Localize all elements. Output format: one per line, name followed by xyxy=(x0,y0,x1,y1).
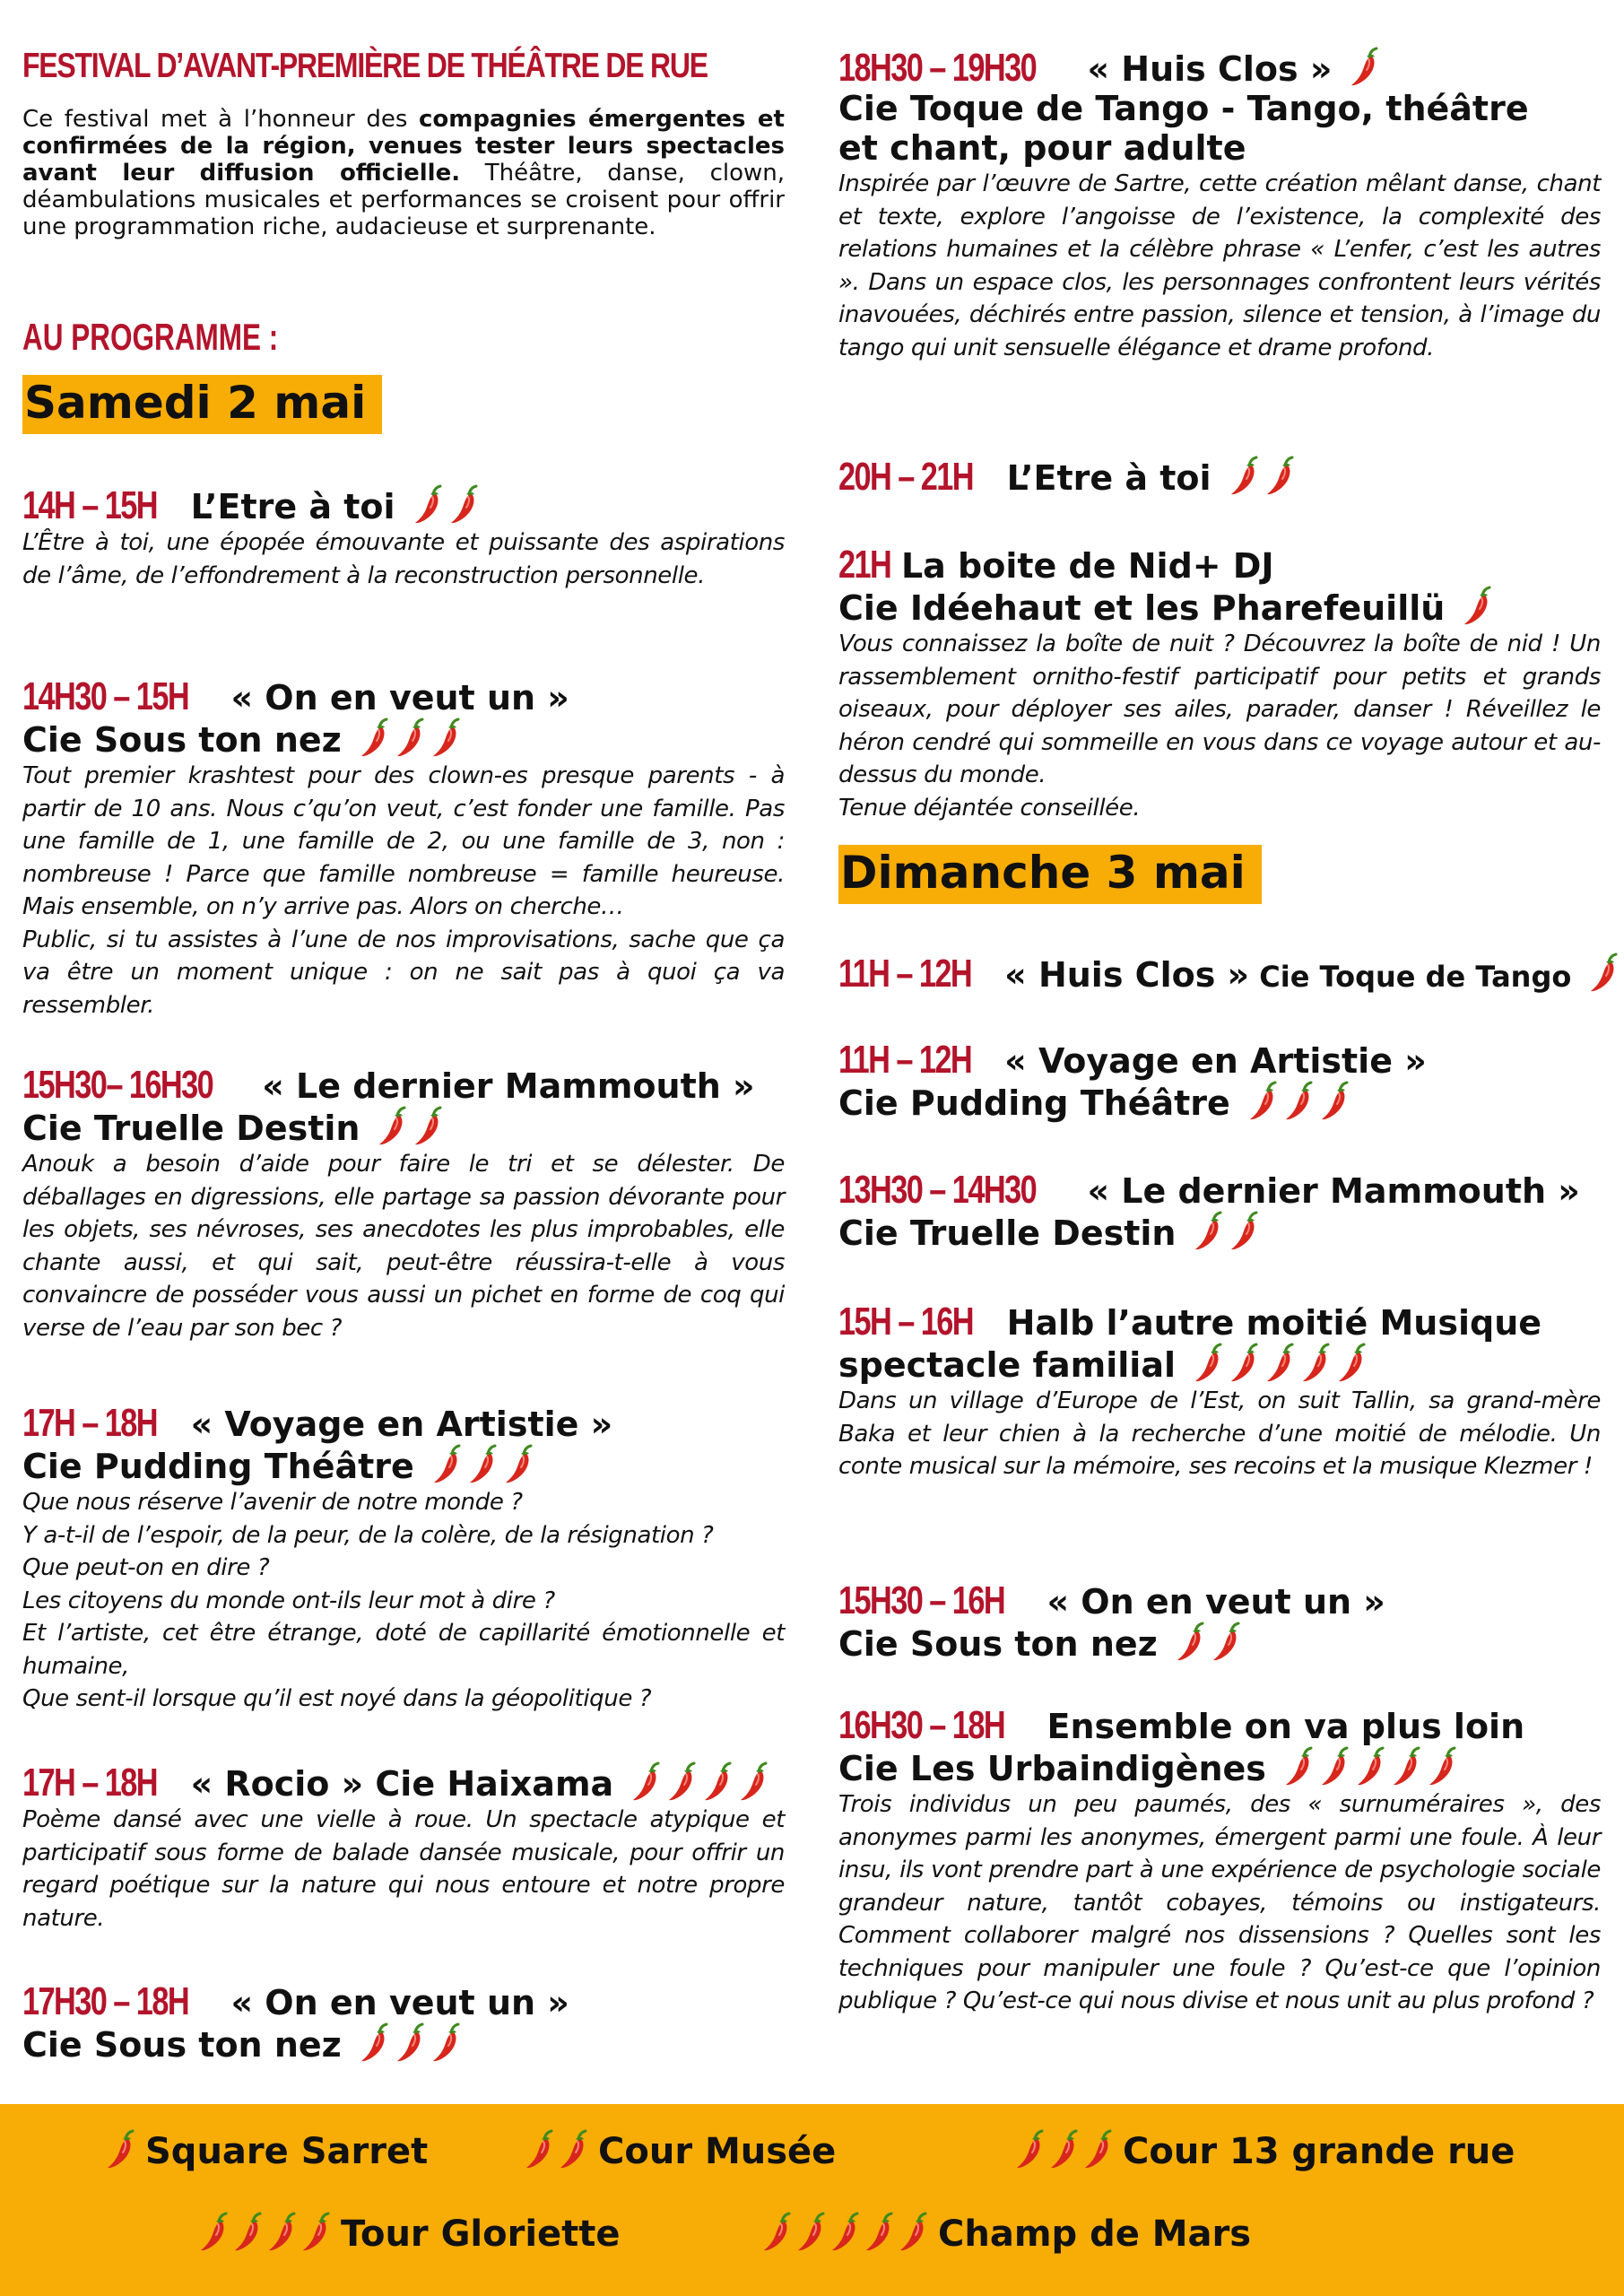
event-time-wrap xyxy=(22,1979,219,2023)
event xyxy=(22,674,785,1022)
chili-rating xyxy=(1344,47,1380,89)
chili-pepper-icon xyxy=(1248,1081,1279,1122)
event-company xyxy=(22,1444,785,1486)
chili-pepper-icon xyxy=(631,1761,662,1803)
event xyxy=(838,456,1601,498)
chili-pepper-icon xyxy=(199,2212,230,2253)
legend-item xyxy=(762,2212,1251,2255)
day-sunday: Dimanche 3 mai xyxy=(838,845,1262,904)
chili-pepper-icon xyxy=(1337,1343,1368,1384)
event-company-name: Cie Idéehaut et les Pharefeuillü xyxy=(838,588,1446,628)
event-time: 18H30 – 19H30 xyxy=(838,46,1037,90)
event-time-wrap xyxy=(838,1578,1035,1622)
venue-name: Cour 13 grande rue xyxy=(1123,2131,1515,2172)
intro-text-end: Théâtre, danse, clown, déambulations musicales et performances se croisent pour offrir une programmation riche, audacieuse et surprenante. xyxy=(22,160,786,240)
event-time-wrap xyxy=(22,1763,178,1804)
chili-pepper-icon xyxy=(864,2212,895,2253)
legend-item xyxy=(106,2129,428,2172)
event-title: « On en veut un » xyxy=(1046,1582,1385,1622)
event xyxy=(838,1703,1601,2018)
event xyxy=(838,47,1601,364)
event-time-wrap xyxy=(22,1401,178,1445)
description-paragraph: Tout premier krashtest pour des clown-es presque parents - à partir de 10 ans. Nous c’qu’on veut, c’est fonder une famille. Pas une famille de 1, une famille de 2, ou une famille de 3, non : nombreuse ! Parce que famille nombreuse = famille heureuse. Mais ensemble, on n’y arrive pas. Alors on cherche… xyxy=(22,762,785,920)
event-time: 20H – 21H xyxy=(838,455,974,499)
event-title: « Huis Clos » xyxy=(1087,49,1333,89)
event-description xyxy=(22,1148,785,1344)
chili-pepper-icon xyxy=(1392,1746,1422,1787)
chili-pepper-icon xyxy=(899,2212,929,2253)
chili-rating xyxy=(408,484,480,526)
event xyxy=(22,1761,785,1935)
event-company-name: Cie Pudding Théâtre xyxy=(22,1447,414,1486)
chili-pepper-icon xyxy=(762,2212,793,2253)
event-time-wrap xyxy=(838,954,993,995)
chili-pepper-icon xyxy=(378,1106,408,1147)
event-time: 21H xyxy=(838,543,891,587)
chili-rating xyxy=(1279,1746,1458,1788)
event-company-name: Cie Les Urbaindigènes xyxy=(838,1749,1266,1788)
description-paragraph: Trois individus un peu paumés, des « surnuméraires », des anonymes parmi les anonymes, émergent parmi une foule. À leur insu, ils vont prendre part à une expérience de psychologie sociale grandeur nature, tantôt cobayes, témoins ou instigateurs. Comment collaborer malgré nos dissensions ? Quelles sont les techniques pour manipuler une foule ? Qu’est-ce que l’opinion publique ? Qu’est-ce qui nous divise et nous unit au plus profond ? xyxy=(838,1791,1601,2014)
event-description xyxy=(838,628,1601,824)
chili-pepper-icon xyxy=(525,2129,555,2170)
event-company xyxy=(838,1081,1601,1123)
event-time: 17H – 18H xyxy=(22,1761,158,1805)
event-title: « Le dernier Mammouth » xyxy=(1087,1171,1580,1211)
chili-pepper-icon xyxy=(468,1444,499,1485)
chili-pepper-icon xyxy=(830,2212,861,2253)
chili-rating xyxy=(1224,456,1296,498)
event-company-name: Cie Toque de Tango - Tango, théâtre xyxy=(838,89,1529,128)
event-company-name: Cie Pudding Théâtre xyxy=(838,1083,1230,1123)
chili-pepper-icon xyxy=(267,2212,298,2253)
venue-name: Tour Gloriette xyxy=(341,2213,621,2255)
event xyxy=(22,1065,785,1344)
chili-pepper-icon xyxy=(703,1761,734,1803)
event-time: 13H30 – 14H30 xyxy=(838,1168,1037,1212)
event-company-name: Cie Truelle Destin xyxy=(22,1109,360,1148)
event-time-wrap xyxy=(838,545,890,586)
event xyxy=(838,545,1601,824)
event-heading xyxy=(838,1302,1601,1343)
event-heading xyxy=(22,1979,785,2023)
description-paragraph: Y a-t-il de l’espoir, de la peur, de la colère, de la résignation ? xyxy=(22,1521,714,1549)
chili-pepper-icon xyxy=(233,2212,264,2253)
event xyxy=(22,1979,785,2065)
event-title: L’Etre à toi xyxy=(1006,458,1211,498)
event-time: 15H30– 16H30 xyxy=(22,1063,213,1107)
chili-pepper-icon xyxy=(1229,1211,1260,1252)
chili-rating xyxy=(1188,1343,1368,1385)
event-time: 11H – 12H xyxy=(838,1038,972,1082)
chili-pepper-icon xyxy=(1589,952,1620,994)
description-paragraph: Que peut-on en dire ? xyxy=(22,1554,270,1581)
event-heading xyxy=(22,1401,785,1445)
chili-pepper-icon xyxy=(1428,1746,1458,1787)
intro-bold: compagnies émergentes et confirmées de la région, venues tester leurs spectacles avant leur diffusion officielle. xyxy=(22,106,785,187)
day-saturday: Samedi 2 mai xyxy=(22,375,382,434)
event-time-wrap xyxy=(838,1040,993,1081)
event-company xyxy=(22,2022,785,2065)
event-title: Halb l’autre moitié Musique xyxy=(1006,1303,1542,1343)
chili-pepper-icon xyxy=(360,2022,390,2064)
description-paragraph: L’Être à toi, une épopée émouvante et puissante des aspirations de l’âme, de l’effondrement à la reconstruction personnelle. xyxy=(22,529,785,589)
event-time: 17H30 – 18H xyxy=(22,1979,189,2023)
event-title: La boite de Nid+ DJ xyxy=(900,546,1274,586)
description-paragraph: Anouk a besoin d’aide pour faire le tri et se délester. De déballages en digressions, elle partage sa passion dévorante pour les objets, ses névroses, ses anecdotes les plus improbables, elle chante aussi, et qui sait, peut-être réussira-t-elle à vous convaincre de posséder vous aussi un pichet en forme de coq qui verse de l’eau par son bec ? xyxy=(22,1151,785,1342)
event-heading xyxy=(838,545,1601,586)
event xyxy=(838,1302,1601,1483)
event xyxy=(838,1040,1601,1123)
chili-pepper-icon xyxy=(1265,456,1296,497)
event-company xyxy=(838,89,1601,128)
event-company xyxy=(838,1343,1601,1385)
event-title: « On en veut un » xyxy=(230,678,569,718)
chili-pepper-icon xyxy=(1356,1746,1386,1787)
event-title: Ensemble on va plus loin xyxy=(1046,1707,1525,1746)
chili-pepper-icon xyxy=(559,2129,589,2170)
event-heading xyxy=(838,1040,1601,1081)
event-title: L’Etre à toi xyxy=(190,487,395,526)
event-company xyxy=(838,1746,1601,1788)
chili-pepper-icon xyxy=(413,1106,444,1147)
chili-pepper-icon xyxy=(106,2129,136,2170)
event-time-wrap xyxy=(838,1302,994,1343)
venue-name: Champ de Mars xyxy=(938,2213,1252,2255)
chili-pepper-icon xyxy=(1229,456,1260,497)
chili-pepper-icon xyxy=(796,2212,827,2253)
chili-pepper-icon xyxy=(1320,1081,1350,1122)
saturday-banner xyxy=(22,375,785,434)
sunday-banner xyxy=(838,845,1601,904)
event-time-wrap xyxy=(22,674,219,718)
venue-name: Square Sarret xyxy=(145,2131,429,2172)
chili-pepper-icon xyxy=(1083,2129,1114,2170)
chili-pepper-icon xyxy=(1229,1343,1260,1384)
chili-pepper-icon xyxy=(413,484,444,526)
event-time: 15H30 – 16H xyxy=(838,1578,1005,1622)
event-title: « Huis Clos » xyxy=(1004,955,1250,995)
chili-pepper-icon xyxy=(739,1761,769,1803)
event xyxy=(22,484,785,592)
event-company-name: Cie Truelle Destin xyxy=(838,1213,1177,1253)
chili-pepper-icon xyxy=(1015,2129,1046,2170)
description-paragraph: Inspirée par l’œuvre de Sartre, cette création mêlant danse, chant et texte, explore l’angoisse de l’existence, la complexité des relations humaines et la célèbre phrase « L’enfer, c’est les autres ». Dans un espace clos, les personnages confrontent leurs vérités inavouées, déchirés entre passion, silence et tension, à l’image du tango qui unit sensuelle élégance et drame profond. xyxy=(838,170,1601,361)
event-company xyxy=(838,586,1601,628)
event-title: « Voyage en Artistie » xyxy=(1004,1041,1427,1081)
description-paragraph: Dans un village d’Europe de l’Est, on suit Tallin, sa grand-mère Baka et leur chien à la recherche d’une moitié de mélodie. Un conte musical sur la mémoire, ses recoins et la musique Klezmer ! xyxy=(838,1387,1601,1480)
event-time: 15H – 16H xyxy=(838,1300,974,1344)
event-time-wrap xyxy=(22,483,178,527)
event-description xyxy=(22,760,785,1022)
description-paragraph: Que nous réserve l’avenir de notre monde ? xyxy=(22,1489,523,1516)
chili-rating xyxy=(354,718,462,760)
venue-legend xyxy=(0,2104,1624,2296)
chili-pepper-icon xyxy=(667,1761,698,1803)
event-company-name: Cie Sous ton nez xyxy=(22,2025,342,2065)
event-company-name: Cie Sous ton nez xyxy=(22,720,342,760)
event xyxy=(22,1401,785,1716)
event-time-wrap xyxy=(22,1065,250,1106)
legend-item xyxy=(199,2212,621,2255)
event-company xyxy=(22,718,785,760)
chili-pepper-icon xyxy=(431,2022,462,2064)
event-time: 16H30 – 18H xyxy=(838,1703,1005,1747)
event xyxy=(838,1578,1601,1664)
chili-pepper-icon xyxy=(1194,1343,1224,1384)
chili-rating xyxy=(372,1106,444,1148)
chili-pepper-icon xyxy=(301,2212,332,2253)
event-time: 11H – 12H xyxy=(838,952,972,996)
description-paragraph: Public, si tu assistes à l’une de nos improvisations, sache que ça va être un moment unique : on ne sait pas à quoi ça va ressembler. xyxy=(22,926,785,1019)
event-time: 14H30 – 15H xyxy=(22,674,189,718)
event-company-name: spectacle familial xyxy=(838,1345,1176,1385)
event-description xyxy=(22,1804,785,1935)
event-company-name: Cie Sous ton nez xyxy=(838,1624,1158,1664)
event-heading xyxy=(22,1761,785,1804)
program-heading: AU PROGRAMME : xyxy=(22,316,279,358)
event-description xyxy=(838,168,1601,364)
chili-pepper-icon xyxy=(1265,1343,1296,1384)
event-company xyxy=(838,1622,1601,1664)
event-title: « On en veut un » xyxy=(230,1983,569,2022)
chili-rating xyxy=(1457,586,1493,628)
venue-name: Cour Musée xyxy=(598,2131,837,2172)
event xyxy=(838,1170,1601,1253)
event-description xyxy=(838,1788,1601,2018)
event-description xyxy=(22,526,785,592)
event-heading xyxy=(838,1170,1601,1211)
chili-pepper-icon xyxy=(504,1444,534,1485)
chili-pepper-icon xyxy=(1211,1622,1242,1663)
event-description xyxy=(22,1486,785,1716)
chili-rating xyxy=(427,1444,534,1486)
event-time-wrap xyxy=(838,1170,1075,1211)
chili-rating xyxy=(1188,1211,1260,1253)
event-time-wrap xyxy=(838,1703,1035,1747)
event-company-detail: et chant, pour adulte xyxy=(838,128,1246,168)
description-paragraph: Que sent-il lorsque qu’il est noyé dans la géopolitique ? xyxy=(22,1685,652,1712)
event-time-wrap xyxy=(838,48,1075,89)
chili-pepper-icon xyxy=(1284,1081,1315,1122)
description-paragraph: Tenue déjantée conseillée. xyxy=(838,794,1141,822)
legend-item xyxy=(525,2129,836,2172)
description-paragraph: Et l’artiste, cet être étrange, doté de capillarité émotionnelle et humaine, xyxy=(22,1620,785,1680)
event-heading xyxy=(22,1065,785,1106)
event-heading xyxy=(838,47,1601,89)
event-heading xyxy=(838,456,1601,498)
event-time: 17H – 18H xyxy=(22,1401,158,1445)
chili-rating xyxy=(1170,1622,1242,1664)
chili-pepper-icon xyxy=(432,1444,463,1485)
chili-pepper-icon xyxy=(431,718,462,759)
chili-rating xyxy=(626,1761,769,1804)
event xyxy=(838,952,1601,996)
chili-pepper-icon xyxy=(1049,2129,1080,2170)
chili-rating xyxy=(354,2022,462,2065)
chili-pepper-icon xyxy=(395,2022,426,2064)
chili-pepper-icon xyxy=(1463,586,1493,627)
legend-item xyxy=(1015,2129,1515,2172)
event-title: « Rocio » Cie Haixama xyxy=(190,1764,614,1804)
festival-title: FESTIVAL D’AVANT-PREMIÈRE DE THÉÂTRE DE RUE xyxy=(22,47,708,85)
intro-paragraph xyxy=(22,106,785,240)
description-paragraph: Vous connaissez la boîte de nuit ? Découvrez la boîte de nid ! Un rassemblement ornitho-festif participatif pour petits et grands oiseaux, pour déployer ses ailes, parader, danser ! Réveillez le héron cendré qui sommeille en vous dans ce voyage autour et au-dessus du monde. xyxy=(838,631,1601,788)
event-heading xyxy=(838,952,1601,996)
chili-pepper-icon xyxy=(1320,1746,1350,1787)
description-paragraph: Les citoyens du monde ont-ils leur mot à dire ? xyxy=(22,1587,555,1614)
event-time: 14H – 15H xyxy=(22,483,158,527)
chili-pepper-icon xyxy=(1350,47,1380,88)
event-company xyxy=(22,1106,785,1148)
event-title: « Voyage en Artistie » xyxy=(190,1405,613,1444)
chili-rating xyxy=(1584,952,1620,995)
chili-pepper-icon xyxy=(1301,1343,1332,1384)
event-heading xyxy=(22,484,785,526)
event-heading xyxy=(838,1703,1601,1747)
event-time-wrap xyxy=(838,457,994,498)
chili-pepper-icon xyxy=(1176,1622,1206,1663)
description-paragraph: Poème dansé avec une vielle à roue. Un spectacle atypique et participatif sous forme de balade dansée musicale, pour offrir un regard poétique sur la nature qui nous entoure et notre propre nature. xyxy=(22,1806,785,1932)
event-heading xyxy=(838,1578,1601,1622)
event-description xyxy=(838,1385,1601,1483)
event-company: Cie Toque de Tango xyxy=(1249,960,1572,994)
intro-text: Ce festival met à l’honneur des xyxy=(22,106,419,133)
chili-pepper-icon xyxy=(360,718,390,759)
chili-pepper-icon xyxy=(1284,1746,1315,1787)
chili-pepper-icon xyxy=(395,718,426,759)
event-company xyxy=(838,1211,1601,1253)
chili-pepper-icon xyxy=(1194,1211,1224,1252)
chili-rating xyxy=(1243,1081,1350,1123)
chili-pepper-icon xyxy=(449,484,480,526)
event-title: « Le dernier Mammouth » xyxy=(262,1066,755,1106)
event-heading xyxy=(22,674,785,718)
